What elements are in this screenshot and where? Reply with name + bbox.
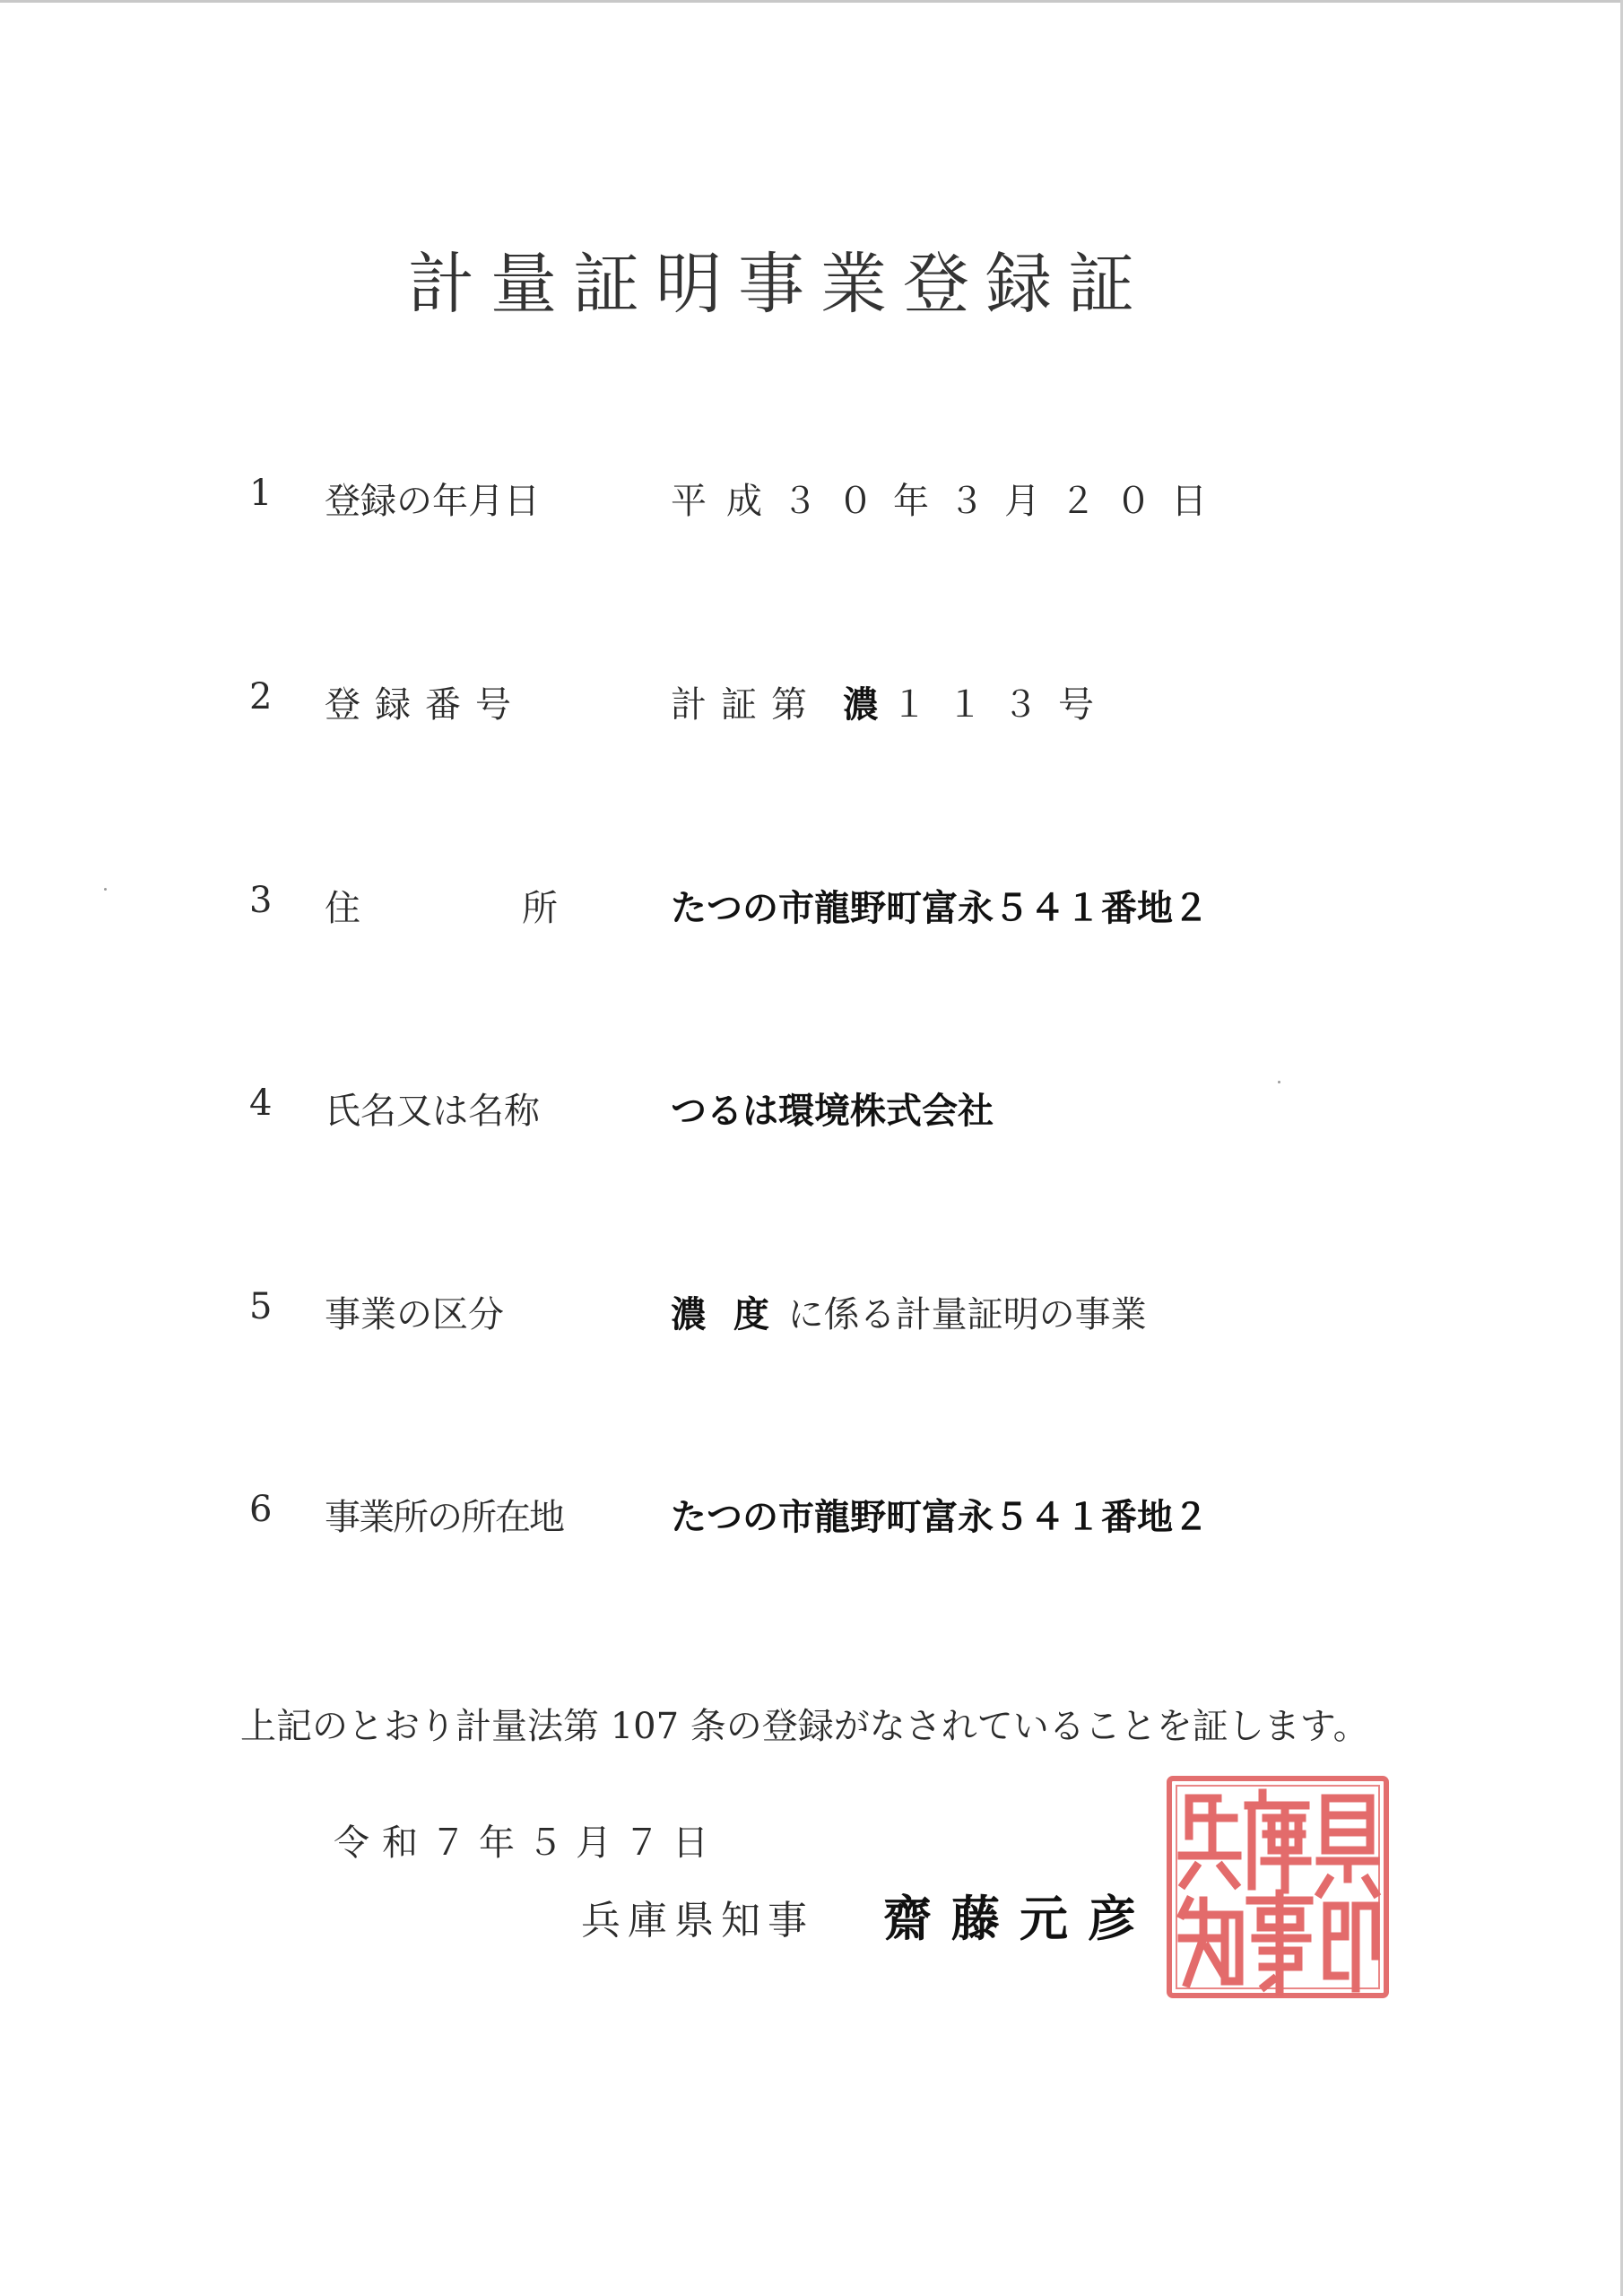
item-value xyxy=(671,676,1352,727)
item-number: 3 xyxy=(249,880,273,921)
item-value: たつの市龍野町富永５４１番地２ xyxy=(671,1496,1209,1538)
item-number: 5 xyxy=(249,1286,273,1327)
registration-prefix: 計証第 xyxy=(671,684,821,726)
official-seal-icon xyxy=(1162,1771,1393,2003)
registration-number: １１３号 xyxy=(891,684,1114,726)
scan-speck xyxy=(1278,1081,1280,1083)
item-number: 6 xyxy=(249,1489,273,1530)
item-label: 事業所の所在地 xyxy=(325,1497,563,1538)
item-value: つるは環境株式会社 xyxy=(671,1090,994,1132)
item-number: 4 xyxy=(249,1083,273,1124)
issuer-title: 兵庫県知事 xyxy=(581,1898,814,1944)
item-value xyxy=(671,1286,1352,1337)
item-value: 平成３０年３月２０日 xyxy=(671,481,1227,522)
business-category: 濃 度 xyxy=(671,1293,777,1335)
certification-statement: 上記のとおり計量法第 107 条の登録がなされていることを証します。 xyxy=(240,1706,1369,1747)
item-label-part-a: 住 xyxy=(325,888,360,929)
item-label: 登録番号 xyxy=(325,684,525,726)
page-top-edge xyxy=(0,0,1623,3)
registration-category: 濃 xyxy=(843,683,879,726)
issue-date: 令和７年５月７日 xyxy=(334,1822,721,1864)
document-title: 計量証明事業登録証 xyxy=(408,246,1150,323)
business-description: に係る計量証明の事業 xyxy=(776,1294,1147,1335)
item-value: たつの市龍野町富永５４１番地２ xyxy=(671,887,1209,929)
issuer-name: 齋藤元彦 xyxy=(883,1890,1156,1947)
scan-speck xyxy=(104,888,107,891)
item-number: 1 xyxy=(249,473,273,514)
item-label: 事業の区分 xyxy=(325,1294,504,1335)
item-label-part-b: 所 xyxy=(522,888,558,929)
item-label: 氏名又は名称 xyxy=(325,1091,540,1132)
item-number: 2 xyxy=(249,676,273,718)
item-label xyxy=(325,880,558,931)
item-label: 登録の年月日 xyxy=(325,481,540,522)
